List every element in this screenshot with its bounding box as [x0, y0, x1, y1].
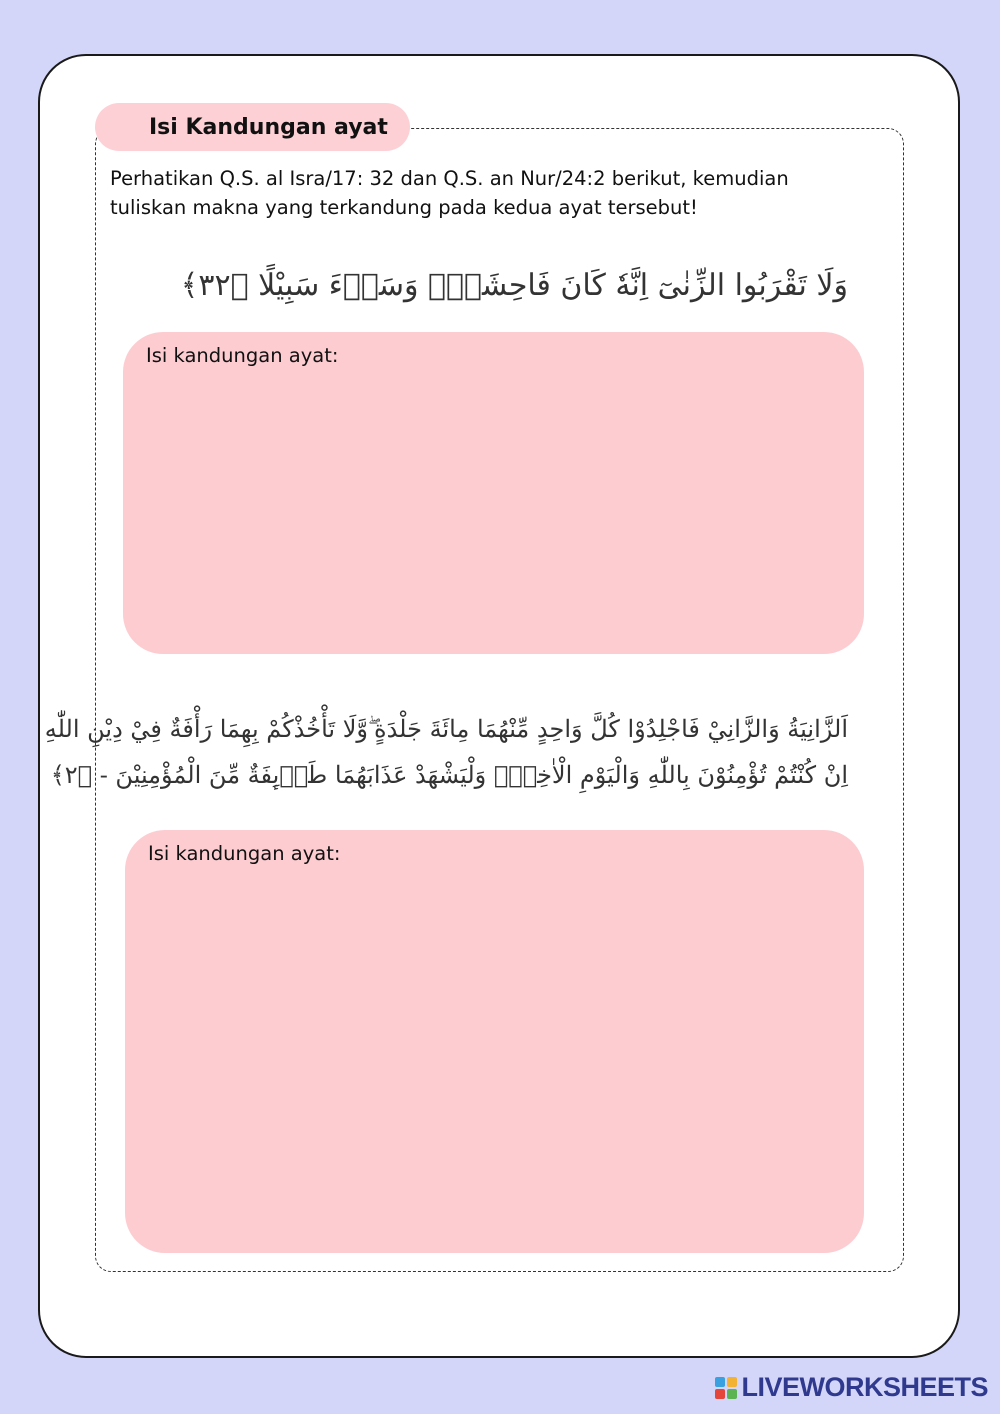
verse-line: وَلَا تَقْرَبُوا الزِّنٰىٓ اِنَّهٗ كَانَ فَاحِشَةًۗ وَسَاۤءَ سَبِيْلًا ﴿٣٢﴾ [180, 268, 848, 303]
liveworksheets-brand [715, 1372, 988, 1403]
answer-label: Isi kandungan ayat: [146, 344, 339, 367]
verse-line: اِنْ كُنْتُمْ تُؤْمِنُوْنَ بِاللّٰهِ وَالْيَوْمِ الْاٰخِرِۚ وَلْيَشْهَدْ عَذَابَهُمَا طَاۤىِٕفَةٌ مِّنَ الْمُؤْمِنِيْنَ - ﴿٢﴾ [50, 761, 848, 789]
brand-name: LIVEWORKSHEETS [741, 1372, 988, 1402]
answer-box-2 [125, 830, 864, 1253]
section-title-pill [95, 103, 410, 151]
verse-line: اَلزَّانِيَةُ وَالزَّانِيْ فَاجْلِدُوْا كُلَّ وَاحِدٍ مِّنْهُمَا مِائَةَ جَلْدَةٍ ۖوَّلَا تَأْخُذْكُمْ بِهِمَا رَأْفَةٌ فِيْ دِيْنِ اللّٰهِ [44, 715, 848, 743]
verse-al-isra-32 [180, 256, 848, 316]
answer-label: Isi kandungan ayat: [148, 842, 341, 865]
liveworksheets-logo-icon [715, 1377, 737, 1399]
answer-input-2[interactable] [145, 876, 844, 1233]
section-title: Isi Kandungan ayat [149, 114, 388, 140]
answer-box-1 [123, 332, 864, 654]
instructions-text: Perhatikan Q.S. al Isra/17: 32 dan Q.S. an Nur/24:2 berikut, kemudian tuliskan makna yang terkandung pada kedua ayat tersebut! [110, 167, 789, 219]
answer-input-1[interactable] [143, 378, 844, 634]
verse-an-nur-2 [44, 706, 848, 798]
